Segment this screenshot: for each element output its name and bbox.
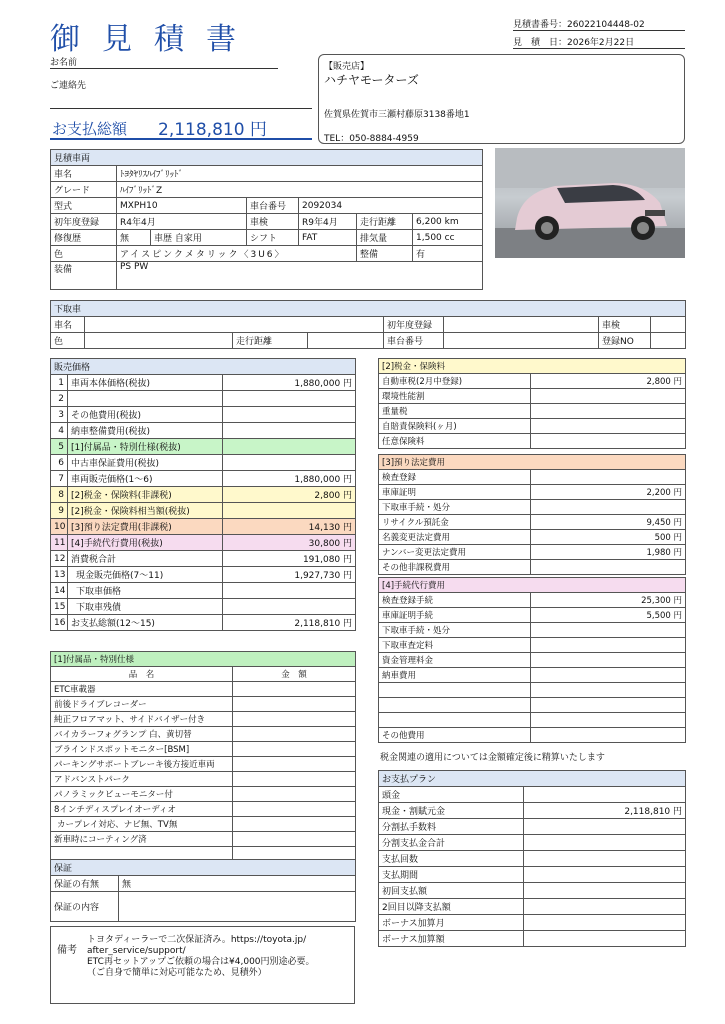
- agency-row-value: [531, 728, 686, 743]
- accessory-row: [51, 772, 356, 787]
- accessory-row: [51, 682, 356, 697]
- sales-row: [51, 423, 356, 439]
- tax-row: [379, 434, 686, 449]
- legal-row-value: 1,980 円: [531, 545, 686, 560]
- tax-row-label: 環境性能割: [379, 389, 531, 404]
- doc-date-label: 見 積 日：: [513, 38, 568, 48]
- payment-row-label: 2回目以降支払額: [379, 899, 524, 915]
- agency-row: [379, 668, 686, 683]
- legal-row: [379, 485, 686, 500]
- payment-row-label: 初回支払額: [379, 883, 524, 899]
- legal-row: [379, 530, 686, 545]
- sales-row-label: 納車整備費用(税抜): [68, 423, 223, 439]
- legal-row-value: [531, 500, 686, 515]
- accessory-name: カープレイ対応、ナビ無、TV無: [51, 817, 233, 832]
- sales-row-value: [223, 439, 356, 455]
- tax-row-label: 自動車税(2月中登録): [379, 374, 531, 389]
- sales-row-value: [223, 455, 356, 471]
- legal-row-value: 2,200 円: [531, 485, 686, 500]
- car-icon: [495, 148, 685, 258]
- sales-row-no: 11: [51, 535, 68, 551]
- sales-row-no: 4: [51, 423, 68, 439]
- vehicle-header: 見積車両: [51, 150, 483, 166]
- tax-row-label: 重量税: [379, 404, 531, 419]
- sales-row-value: 1,880,000 円: [223, 471, 356, 487]
- payment-row-label: ボーナス加算額: [379, 931, 524, 947]
- legal-row-value: 9,450 円: [531, 515, 686, 530]
- agency-row: [379, 608, 686, 623]
- agency-row-label: 車庫証明手続: [379, 608, 531, 623]
- agency-row-value: 5,500 円: [531, 608, 686, 623]
- tax-row-label: 任意保険料: [379, 434, 531, 449]
- remarks-text: [87, 935, 315, 979]
- agency-row: [379, 698, 686, 713]
- tradein-inspection: [651, 317, 686, 333]
- warranty-content-label: 保証の内容: [51, 892, 119, 922]
- sales-row: [51, 583, 356, 599]
- page-title: 御見積書: [50, 22, 258, 57]
- doc-number-value: 26022104448-02: [567, 20, 645, 30]
- tax-header: [2]税金・保険料: [379, 359, 686, 374]
- payment-row: [379, 899, 686, 915]
- tradein-inspection-label: 車検: [599, 317, 651, 333]
- payment-row-value: [524, 931, 686, 947]
- accessory-row: [51, 712, 356, 727]
- agency-table: [378, 577, 686, 743]
- sales-row: [51, 599, 356, 615]
- payment-row: [379, 915, 686, 931]
- payment-row-value: [524, 915, 686, 931]
- sales-row-no: 1: [51, 375, 68, 391]
- sales-row-value: [223, 391, 356, 407]
- accessory-amount: [233, 802, 356, 817]
- tax-row-value: [531, 404, 686, 419]
- payment-row: [379, 835, 686, 851]
- grade: ﾊｲﾌﾞﾘｯﾄﾞZ: [117, 182, 483, 198]
- agency-row: [379, 728, 686, 743]
- maintenance-label: 整備: [357, 246, 413, 262]
- accessory-amount: [233, 832, 356, 847]
- sales-row-no: 8: [51, 487, 68, 503]
- accessory-name: 前後ドライブレコーダー: [51, 697, 233, 712]
- payment-row: [379, 867, 686, 883]
- legal-row-value: 500 円: [531, 530, 686, 545]
- sales-row-no: 2: [51, 391, 68, 407]
- doc-number: [513, 17, 685, 31]
- legal-row-label: 名義変更法定費用: [379, 530, 531, 545]
- car-name-label: 車名: [51, 166, 117, 182]
- tax-row-value: [531, 434, 686, 449]
- payment-row: [379, 803, 686, 819]
- accessory-row: [51, 727, 356, 742]
- payment-row-label: 分割支払金合計: [379, 835, 524, 851]
- warranty-has-label: 保証の有無: [51, 876, 119, 892]
- sales-row-value: 2,800 円: [223, 487, 356, 503]
- inspection-label: 車検: [247, 214, 299, 230]
- sales-row: [51, 375, 356, 391]
- mileage: 6,200 km: [413, 214, 483, 230]
- car-photo: [495, 148, 685, 258]
- payment-row-value: [524, 819, 686, 835]
- accessory-amount: [233, 787, 356, 802]
- sales-row-label: 車両本体価格(税抜): [68, 375, 223, 391]
- color: アイスピンクメタリック〈3U6〉: [117, 246, 357, 262]
- accessory-name: バイカラーフォグランプ 白、黄切替: [51, 727, 233, 742]
- payment-row-label: 現金・割賦元金: [379, 803, 524, 819]
- sales-row-label: その他費用(税抜): [68, 407, 223, 423]
- sales-row-value: 1,927,730 円: [223, 567, 356, 583]
- accessory-name: 8インチディスプレイオーディオ: [51, 802, 233, 817]
- sales-row-label: 現金販売価格(7〜11): [68, 567, 223, 583]
- chassis: 2092034: [299, 198, 483, 214]
- total-label: お支払総額: [52, 120, 128, 138]
- dealer-name: ハチヤモーターズ: [324, 73, 419, 87]
- agency-row-label: [379, 713, 531, 728]
- sales-row: [51, 487, 356, 503]
- repair: 無: [117, 230, 151, 246]
- payment-row-label: ボーナス加算月: [379, 915, 524, 931]
- accessory-amount: [233, 817, 356, 832]
- accessory-amount: [233, 727, 356, 742]
- accessory-amount: [233, 742, 356, 757]
- accessory-row: [51, 817, 356, 832]
- sales-row-value: [223, 583, 356, 599]
- accessory-amount: [233, 682, 356, 697]
- history: [151, 230, 247, 246]
- accessories-table: [50, 651, 356, 862]
- accessory-row: [51, 697, 356, 712]
- doc-date: [513, 35, 685, 49]
- agency-row-value: [531, 623, 686, 638]
- agency-row-label: [379, 683, 531, 698]
- sales-row-label: [68, 391, 223, 407]
- remarks-line: トヨタディーラーで二次保証済み。https://toyota.jp/: [87, 935, 307, 945]
- sales-row-value: 30,800 円: [223, 535, 356, 551]
- payment-row-value: [524, 851, 686, 867]
- sales-row: [51, 455, 356, 471]
- equipment-label: 装備: [51, 262, 117, 290]
- sales-row-no: 15: [51, 599, 68, 615]
- warranty-has-value: 無: [119, 876, 356, 892]
- payment-row: [379, 819, 686, 835]
- tradein-header: 下取車: [51, 301, 686, 317]
- sales-row-value: [223, 407, 356, 423]
- accessory-name: アドバンストパーク: [51, 772, 233, 787]
- agency-row-label: [379, 698, 531, 713]
- sales-row-label: 中古車保証費用(税抜): [68, 455, 223, 471]
- accessory-amount: [233, 757, 356, 772]
- agency-row-label: 納車費用: [379, 668, 531, 683]
- accessory-name: パノラミックビューモニター付: [51, 787, 233, 802]
- sales-row-label: 下取車残債: [68, 599, 223, 615]
- sales-row: [51, 535, 356, 551]
- sales-row-no: 6: [51, 455, 68, 471]
- accessory-name: ブラインドスポットモニター[BSM]: [51, 742, 233, 757]
- sales-row-label: 下取車価格: [68, 583, 223, 599]
- first-reg: R4年4月: [117, 214, 247, 230]
- agency-row-label: 資金管理料金: [379, 653, 531, 668]
- accessory-name: パーキングサポートブレーキ後方接近車両: [51, 757, 233, 772]
- tax-table: [378, 358, 686, 449]
- payment-row-value: [524, 835, 686, 851]
- legal-row: [379, 515, 686, 530]
- history-value: 自家用: [174, 234, 202, 244]
- legal-row: [379, 500, 686, 515]
- agency-row-value: [531, 698, 686, 713]
- payment-row-value: [524, 883, 686, 899]
- legal-row-label: 検査登録: [379, 470, 531, 485]
- payment-header: お支払プラン: [379, 771, 686, 787]
- remarks-box: [50, 926, 355, 1004]
- payment-row-value: [524, 787, 686, 803]
- tax-row-label: 自賠責保険料(ヶ月): [379, 419, 531, 434]
- tradein-car-name-label: 車名: [51, 317, 85, 333]
- payment-row-value: 2,118,810 円: [524, 803, 686, 819]
- total-value: 2,118,810 円: [158, 120, 267, 140]
- sales-row: [51, 551, 356, 567]
- tradein-chassis: [444, 333, 599, 349]
- legal-row-label: 車庫証明: [379, 485, 531, 500]
- legal-row-label: リサイクル預託金: [379, 515, 531, 530]
- payment-row-label: 分割払手数料: [379, 819, 524, 835]
- sales-row-value: [223, 503, 356, 519]
- legal-row: [379, 560, 686, 575]
- agency-row-value: [531, 653, 686, 668]
- inspection: R9年4月: [299, 214, 357, 230]
- sales-row-value: 2,118,810 円: [223, 615, 356, 631]
- sales-row-value: [223, 599, 356, 615]
- remarks-line: ETC再セットアップご依頼の場合は¥4,000円別途必要。: [87, 957, 315, 967]
- sales-row-value: 14,130 円: [223, 519, 356, 535]
- sales-row: [51, 407, 356, 423]
- tax-row: [379, 389, 686, 404]
- tradein-first-reg: [444, 317, 599, 333]
- payment-row-label: 頭金: [379, 787, 524, 803]
- sales-row: [51, 615, 356, 631]
- doc-number-label: 見積書番号：: [513, 20, 568, 30]
- accessories-col-name: 品 名: [51, 667, 233, 682]
- payment-table: [378, 770, 686, 947]
- model-label: 型式: [51, 198, 117, 214]
- total-summary: [50, 112, 312, 140]
- agency-row-label: その他費用: [379, 728, 531, 743]
- tax-row-value: [531, 389, 686, 404]
- tax-row: [379, 419, 686, 434]
- payment-row-label: 支払期間: [379, 867, 524, 883]
- customer-name-label: お名前: [50, 58, 78, 68]
- tradein-table: [50, 300, 686, 349]
- payment-row-label: 支払回数: [379, 851, 524, 867]
- accessories-col-amount: 金 額: [233, 667, 356, 682]
- agency-row: [379, 713, 686, 728]
- agency-row-value: [531, 638, 686, 653]
- tradein-color: [85, 333, 233, 349]
- sales-row-label: [1]付属品・特別仕様(税抜): [68, 439, 223, 455]
- sales-row-label: [3]預り法定費用(非課税): [68, 519, 223, 535]
- legal-row-label: 下取車手続・処分: [379, 500, 531, 515]
- accessory-row: [51, 832, 356, 847]
- payment-row: [379, 851, 686, 867]
- accessory-name: ETC車載器: [51, 682, 233, 697]
- legal-row-value: [531, 470, 686, 485]
- sales-row: [51, 439, 356, 455]
- legal-table: [378, 454, 686, 575]
- agency-row: [379, 653, 686, 668]
- warranty-table: [50, 859, 356, 922]
- legal-header: [3]預り法定費用: [379, 455, 686, 470]
- warranty-header: 保証: [51, 860, 356, 876]
- payment-row-value: [524, 899, 686, 915]
- sales-row-no: 3: [51, 407, 68, 423]
- sales-row: [51, 567, 356, 583]
- accessory-row: [51, 802, 356, 817]
- accessory-row: [51, 787, 356, 802]
- agency-row-value: [531, 713, 686, 728]
- agency-row: [379, 638, 686, 653]
- accessory-amount: [233, 697, 356, 712]
- payment-row: [379, 883, 686, 899]
- legal-row-value: [531, 560, 686, 575]
- agency-row-label: 下取車手続・処分: [379, 623, 531, 638]
- sales-row-no: 5: [51, 439, 68, 455]
- accessory-row: [51, 757, 356, 772]
- vehicle-table: [50, 149, 483, 290]
- customer-contact-label: ご連絡先: [50, 81, 87, 91]
- maintenance: 有: [413, 246, 483, 262]
- sales-row-no: 10: [51, 519, 68, 535]
- accessory-row: [51, 742, 356, 757]
- doc-date-value: 2026年2月22日: [567, 38, 635, 48]
- customer-name-line: [50, 55, 278, 69]
- tradein-color-label: 色: [51, 333, 85, 349]
- tradein-mileage: [308, 333, 384, 349]
- tax-row-value: 2,800 円: [531, 374, 686, 389]
- agency-header: [4]手続代行費用: [379, 578, 686, 593]
- tradein-first-reg-label: 初年度登録: [384, 317, 444, 333]
- agency-row-value: 25,300 円: [531, 593, 686, 608]
- payment-row: [379, 931, 686, 947]
- sales-row-label: お支払総額(12〜15): [68, 615, 223, 631]
- grade-label: グレード: [51, 182, 117, 198]
- tradein-chassis-label: 車台番号: [384, 333, 444, 349]
- remarks-line: after_service/support/: [87, 946, 186, 956]
- sales-row-no: 12: [51, 551, 68, 567]
- sales-row-no: 9: [51, 503, 68, 519]
- agency-row: [379, 683, 686, 698]
- agency-row-label: 下取車査定料: [379, 638, 531, 653]
- sales-row-label: 車両販売価格(1〜6): [68, 471, 223, 487]
- sales-row-label: [2]税金・保険料相当額(税抜): [68, 503, 223, 519]
- dealer-label: 【販売店】: [324, 62, 370, 72]
- agency-row: [379, 623, 686, 638]
- accessory-amount: [233, 712, 356, 727]
- tax-row: [379, 404, 686, 419]
- tax-note: 税金関連の適用については金額確定後に精算いたします: [380, 753, 605, 763]
- sales-row-no: 13: [51, 567, 68, 583]
- divider: [50, 108, 312, 109]
- payment-row: [379, 787, 686, 803]
- legal-row: [379, 470, 686, 485]
- accessory-name: 新車時にコーティング済: [51, 832, 233, 847]
- tax-row: [379, 374, 686, 389]
- dealer-tel: TEL：050-8884-4959: [324, 134, 419, 144]
- sales-row-no: 16: [51, 615, 68, 631]
- dealer-address: 佐賀県佐賀市三瀬村藤原3138番地1: [324, 110, 470, 120]
- tradein-mileage-label: 走行距離: [233, 333, 308, 349]
- history-label: 車歴: [154, 234, 173, 244]
- color-label: 色: [51, 246, 117, 262]
- sales-row-no: 7: [51, 471, 68, 487]
- sales-header: 販売価格: [51, 359, 356, 375]
- model: MXPH10: [117, 198, 247, 214]
- sales-row: [51, 519, 356, 535]
- sales-row-label: [4]手続代行費用(税抜): [68, 535, 223, 551]
- legal-row: [379, 545, 686, 560]
- sales-row-label: [2]税金・保険料(非課税): [68, 487, 223, 503]
- accessories-header: [1]付属品・特別仕様: [51, 652, 356, 667]
- repair-label: 修復歴: [51, 230, 117, 246]
- equipment: PS PW: [117, 262, 483, 290]
- remarks-line: （ご自身で簡単に対応可能なため、見積外）: [87, 968, 267, 978]
- tradein-car-name: [85, 317, 384, 333]
- sales-row-label: 消費税合計: [68, 551, 223, 567]
- tax-row-value: [531, 419, 686, 434]
- agency-row-value: [531, 668, 686, 683]
- warranty-content-value: [119, 892, 356, 922]
- remarks-label: 備考: [57, 945, 77, 956]
- payment-row-value: [524, 867, 686, 883]
- tradein-reg-no-label: 登録NO: [599, 333, 651, 349]
- sales-row-value: [223, 423, 356, 439]
- shift: FAT: [299, 230, 357, 246]
- shift-label: シフト: [247, 230, 299, 246]
- accessory-amount: [233, 772, 356, 787]
- mileage-label: 走行距離: [357, 214, 413, 230]
- displacement: 1,500 cc: [413, 230, 483, 246]
- agency-row-label: 検査登録手続: [379, 593, 531, 608]
- sales-row: [51, 471, 356, 487]
- legal-row-label: その他非課税費用: [379, 560, 531, 575]
- accessory-name: 純正フロアマット、サイドバイザー付き: [51, 712, 233, 727]
- sales-row-value: 191,080 円: [223, 551, 356, 567]
- sales-row-no: 14: [51, 583, 68, 599]
- sales-row: [51, 391, 356, 407]
- tradein-reg-no: [651, 333, 686, 349]
- agency-row-value: [531, 683, 686, 698]
- first-reg-label: 初年度登録: [51, 214, 117, 230]
- sales-table: [50, 358, 356, 631]
- chassis-label: 車台番号: [247, 198, 299, 214]
- sales-row: [51, 503, 356, 519]
- displacement-label: 排気量: [357, 230, 413, 246]
- sales-row-value: 1,880,000 円: [223, 375, 356, 391]
- legal-row-label: ナンバー変更法定費用: [379, 545, 531, 560]
- agency-row: [379, 593, 686, 608]
- dealer-box: [318, 54, 685, 144]
- car-name: ﾄﾖﾀﾔﾘｽﾊｲﾌﾞﾘｯﾄﾞ: [117, 166, 483, 182]
